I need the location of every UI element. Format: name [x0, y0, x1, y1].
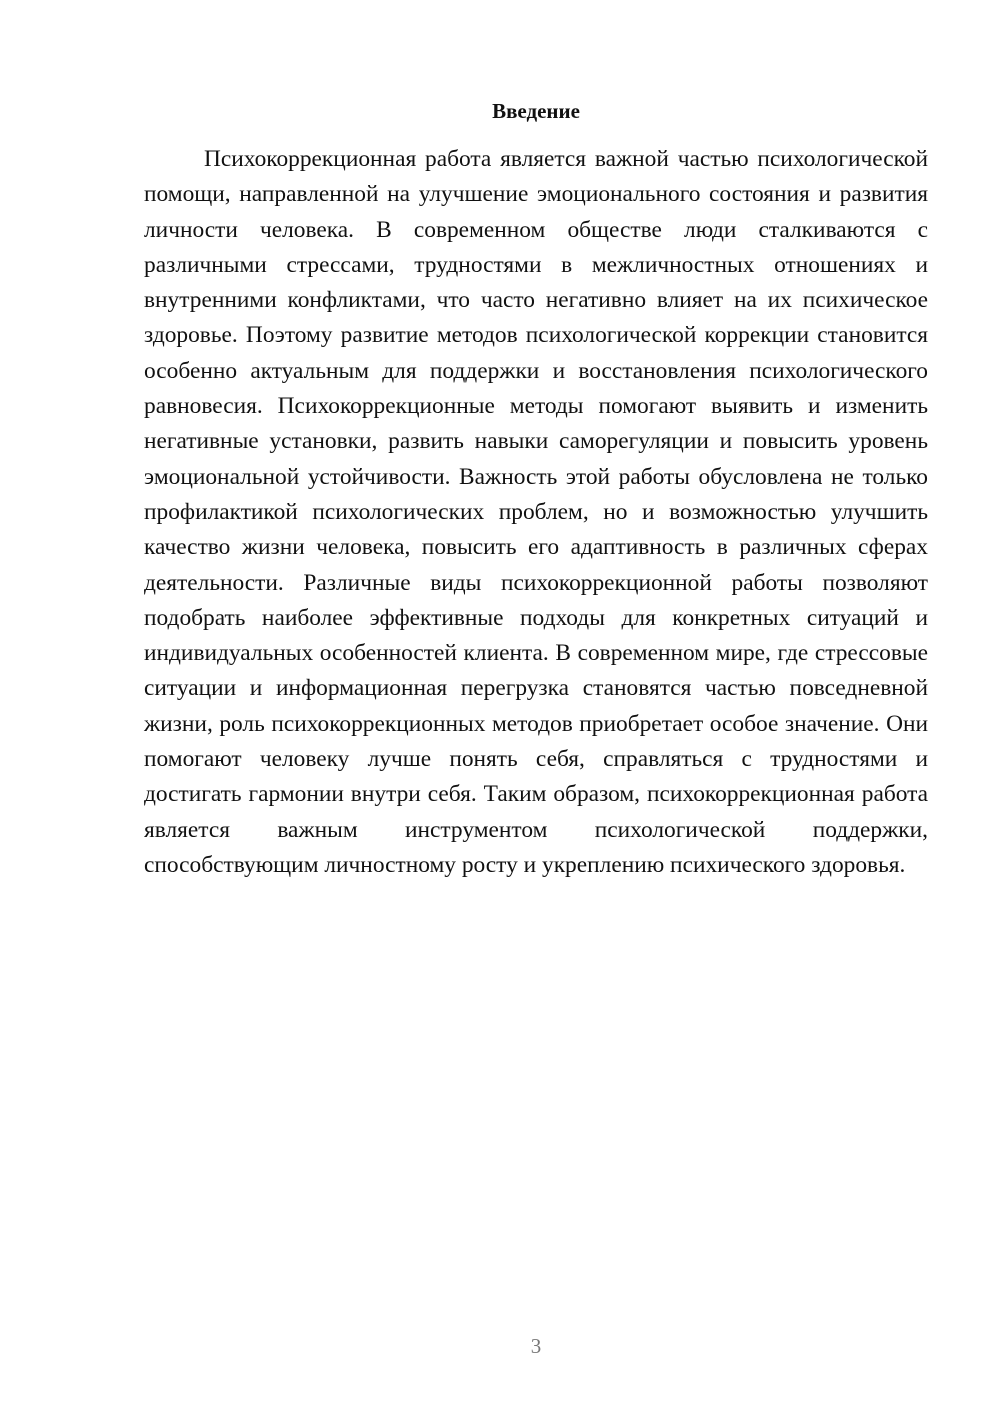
introduction-paragraph: Психокоррекционная работа является важной частью психологической помощи, направленной на улучшение эмоционального состояния и развития личности человека. В современном обществе люди сталкиваются с различными стрессами, трудностями в межличностных отношениях и внутренними конфликтами, что часто негативно влияет на их психическое здоровье. Поэтому развитие методов психологической коррекции становится особенно актуальным для поддержки и восстановления психологического равновесия. Психокоррекционные методы помогают выявить и изменить негативные установки, развить навыки саморегуляции и повысить уровень эмоциональной устойчивости. Важность этой работы обусловлена не только профилактикой психологических проблем, но и возможностью улучшить качество жизни человека, повысить его адаптивность в различных сферах деятельности. Различные виды психокоррекционной работы позволяют подобрать наиболее эффективные подходы для конкретных ситуаций и индивидуальных особенностей клиента. В современном мире, где стрессовые ситуации и информационная перегрузка становятся частью повседневной жизни, роль психокоррекционных методов приобретает особое значение. Они помогают человеку лучше понять себя, справляться с трудностями и достигать гармонии внутри себя. Таким образом, психокоррекционная работа является важным инструментом психологической поддержки, способствующим личностному росту и укреплению психического здоровья. — [144, 146, 928, 878]
section-heading: Введение — [492, 99, 580, 123]
page-number: 3 — [530, 1334, 542, 1358]
